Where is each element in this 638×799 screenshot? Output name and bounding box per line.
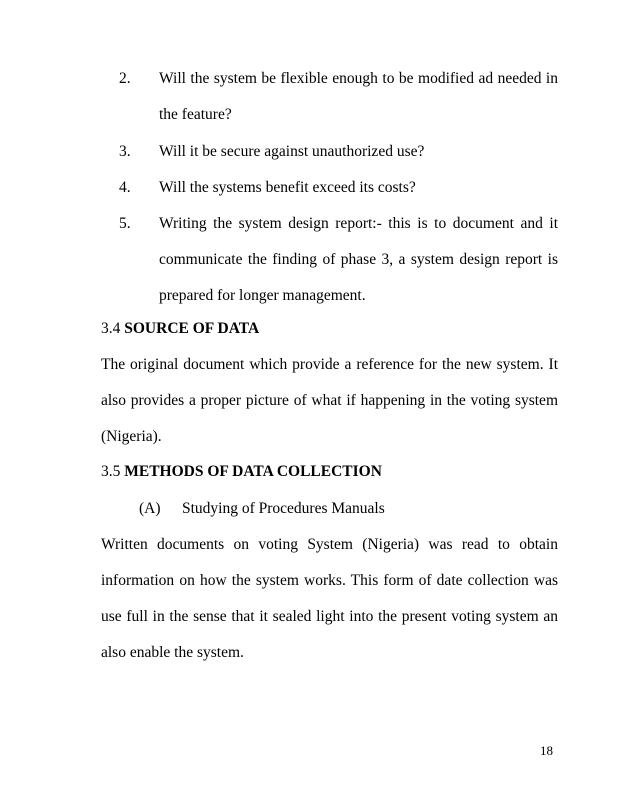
subheading-title: Studying of Procedures Manuals [182, 500, 385, 517]
section-heading-3-4 [101, 320, 259, 338]
page-number: 18 [540, 743, 553, 758]
section-heading-3-5 [101, 463, 382, 481]
paragraph-line: use full in the sense that it sealed light into the present voting system an [101, 608, 558, 625]
paragraph-line: Written documents on voting System (Nigeria) was read to obtain [101, 536, 558, 553]
paragraph-line: information on how the system works. This form of date collection was [101, 572, 558, 589]
list-line: Will the system be flexible enough to be modified ad needed in [159, 70, 558, 87]
section-number: 3.4 [101, 320, 121, 337]
paragraph-line: (Nigeria). [101, 428, 162, 445]
list-number: 5. [119, 215, 131, 232]
list-line: Writing the system design report:- this is to document and it [159, 215, 558, 232]
paragraph-data-collection [101, 527, 558, 671]
paragraph-line: also provides a proper picture of what if happening in the voting system [101, 392, 558, 409]
list-line: Will it be secure against unauthorized use? [159, 143, 425, 160]
list-line: communicate the finding of phase 3, a system design report is [159, 251, 558, 268]
section-title: METHODS OF DATA COLLECTION [124, 463, 382, 480]
list-number: 4. [119, 179, 131, 196]
list-line: prepared for longer management. [159, 287, 366, 304]
section-title: SOURCE OF DATA [124, 320, 260, 337]
list-line: the feature? [159, 106, 232, 123]
list-number: 3. [119, 143, 131, 160]
subheading-label: (A) [139, 500, 161, 517]
section-number: 3.5 [101, 463, 121, 480]
paragraph-line: also enable the system. [101, 644, 244, 661]
list-number: 2. [119, 70, 131, 87]
paragraph-line: The original document which provide a reference for the new system. It [101, 356, 558, 373]
paragraph-source-of-data [101, 347, 558, 455]
list-line: Will the systems benefit exceed its costs? [159, 179, 416, 196]
